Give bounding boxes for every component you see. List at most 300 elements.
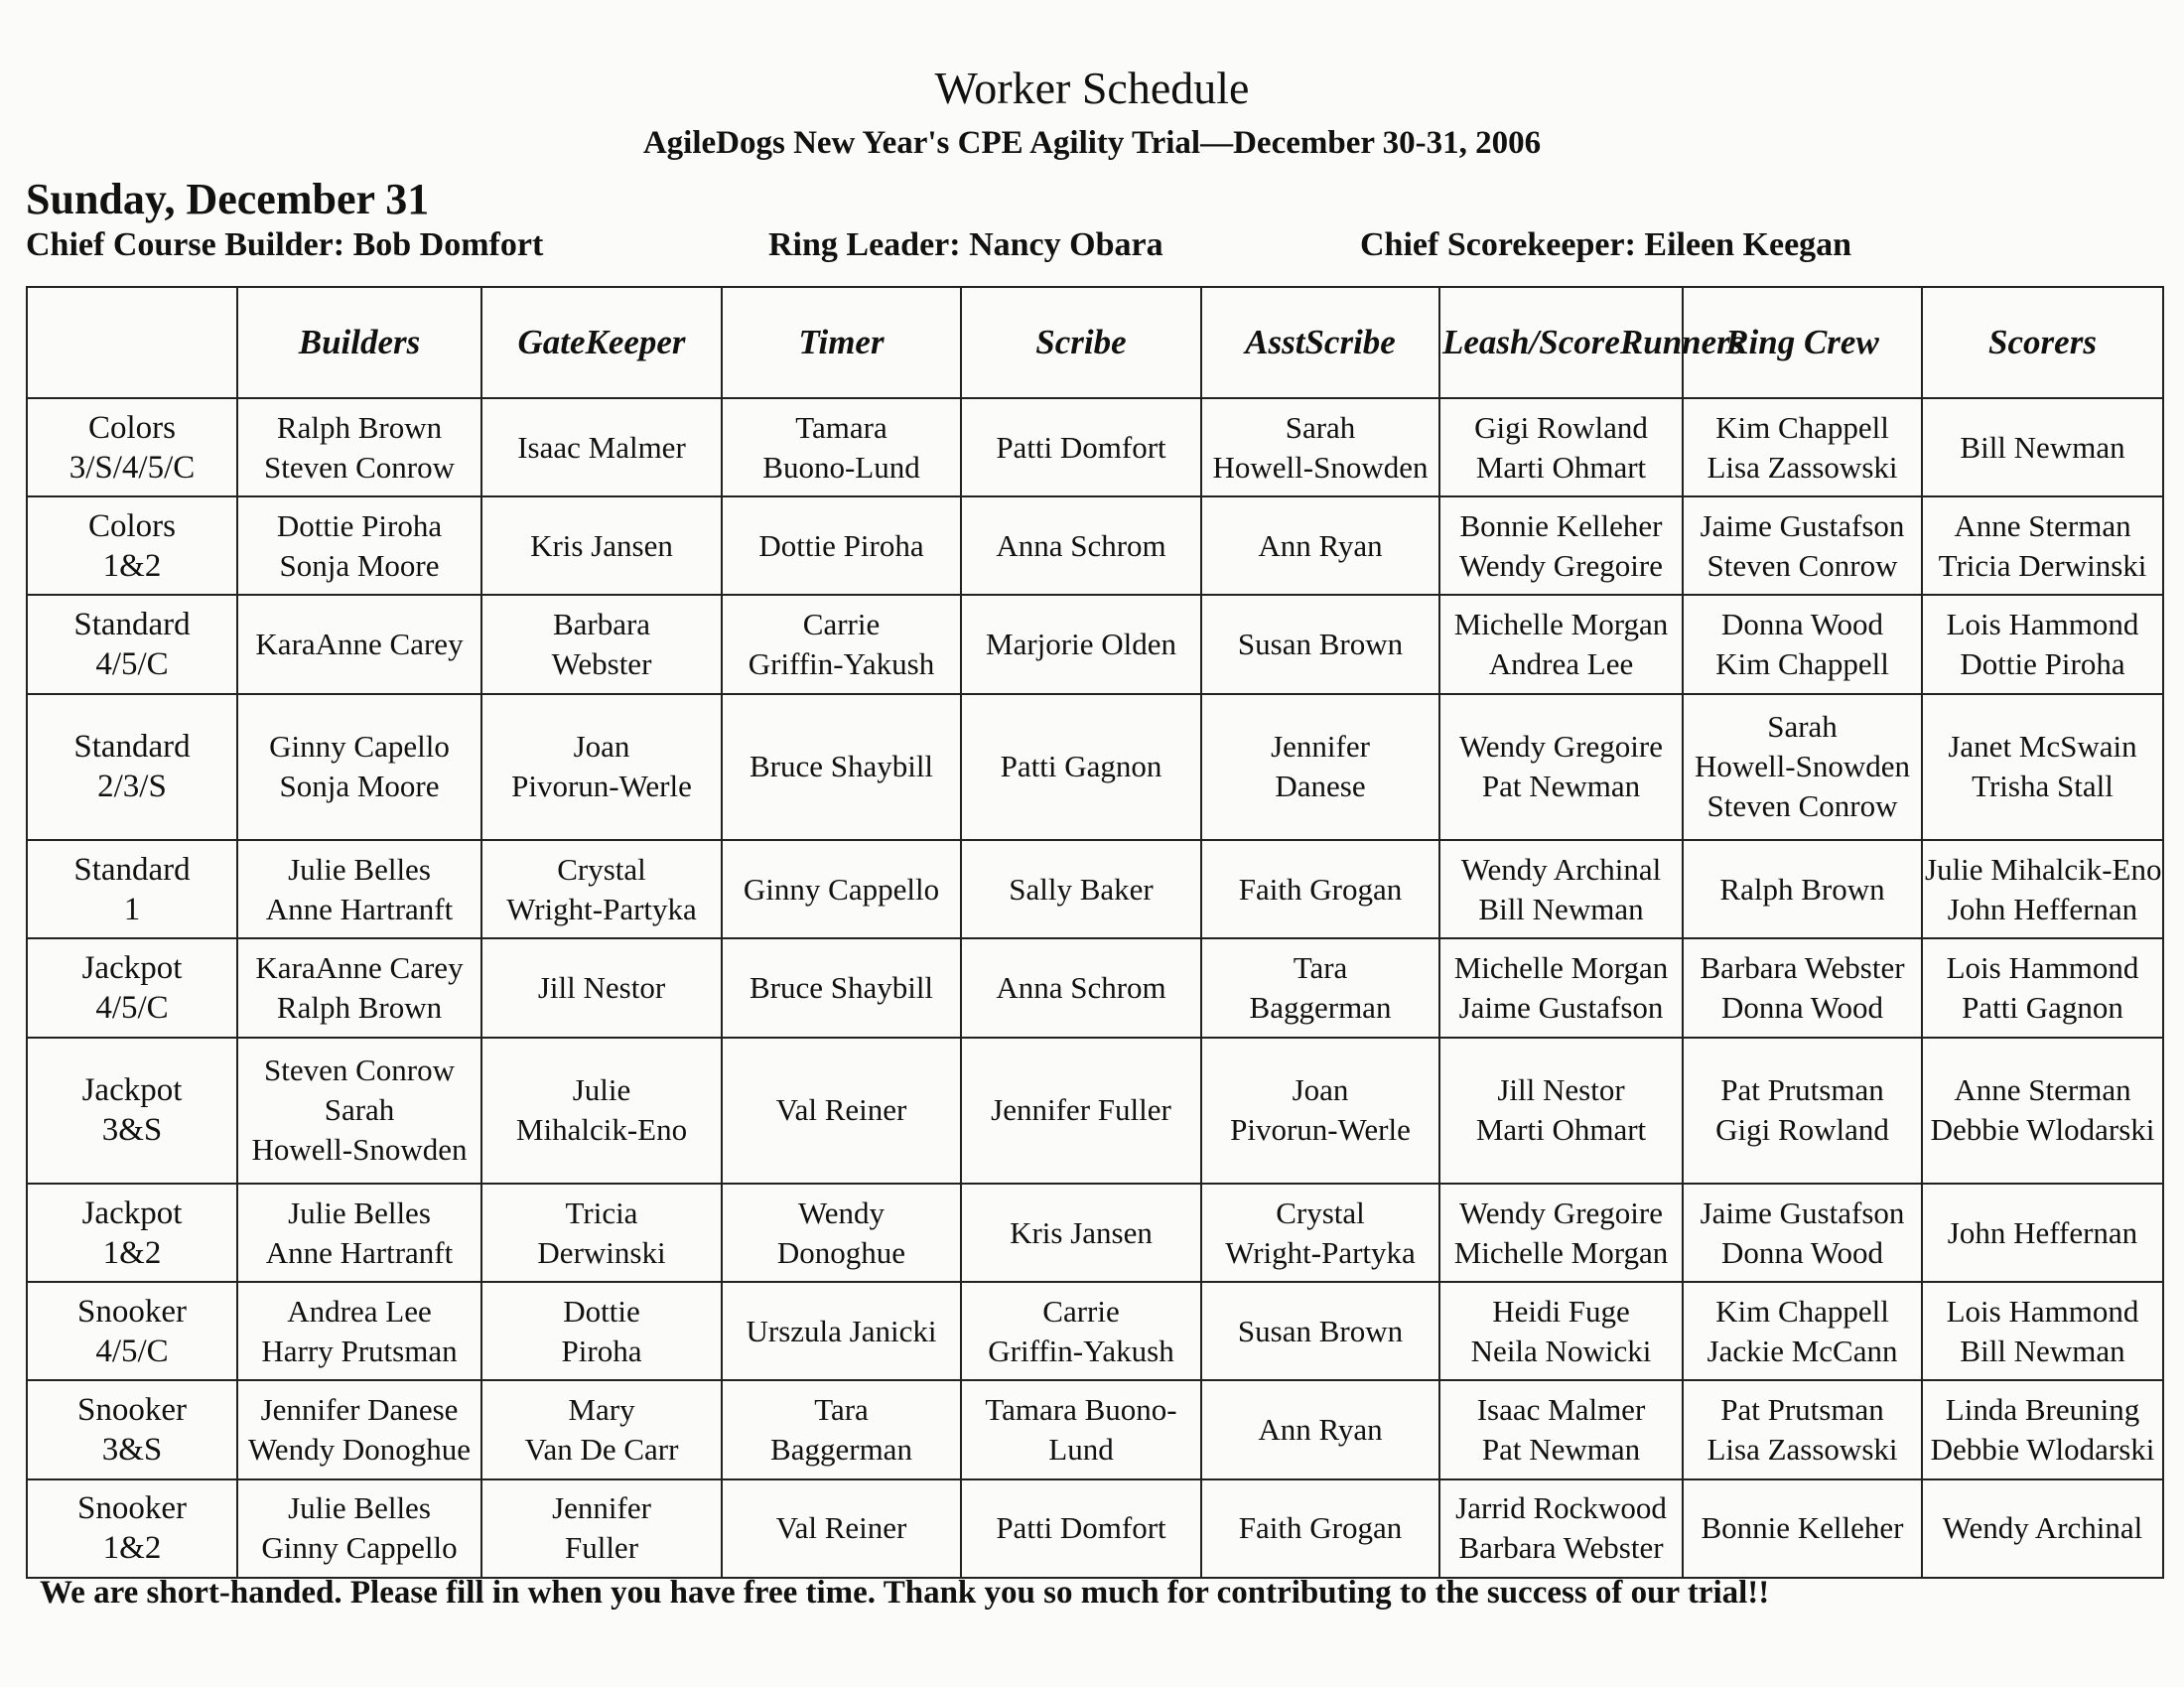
worker-name: Bruce Shaybill: [749, 969, 934, 1005]
worker-cell: [1201, 694, 1439, 841]
worker-name: Danese: [1275, 769, 1366, 804]
table-row: [27, 840, 2163, 938]
worker-cell: [722, 496, 961, 595]
worker-cell: [961, 1479, 1201, 1578]
worker-name: Anna Schrom: [996, 527, 1166, 563]
column-header-text: Keeper: [585, 323, 686, 361]
worker-name: John Heffernan: [1947, 891, 2138, 926]
class-name-text: 3&S: [101, 1432, 163, 1469]
worker-cell: [1683, 1282, 1922, 1380]
class-name-text: Jackpot: [81, 1072, 183, 1109]
worker-cell: [237, 1479, 481, 1578]
worker-name: Michelle Morgan: [1453, 949, 1669, 985]
worker-cell: [1922, 595, 2163, 693]
worker-name: Barbara: [552, 606, 651, 641]
column-header: [1201, 287, 1439, 398]
class-name-cell: [27, 496, 237, 595]
class-name-text: Jackpot: [81, 1195, 183, 1231]
class-name-text: 3&S: [101, 1112, 163, 1149]
column-header-text: Timer: [798, 323, 885, 361]
class-name-text: 1&2: [102, 1530, 162, 1567]
worker-cell: [1201, 1184, 1439, 1282]
worker-name: KaraAnne Carey: [255, 626, 464, 661]
column-header-text: Runners: [1619, 323, 1744, 361]
worker-name: Lois Hammond: [1946, 606, 2139, 641]
worker-cell: [1439, 1380, 1683, 1478]
worker-name: Wendy Archinal: [1460, 851, 1662, 887]
worker-cell: [237, 840, 481, 938]
worker-name: Patti Domfort: [996, 1510, 1166, 1546]
table-row: [27, 398, 2163, 496]
worker-cell: [961, 398, 1201, 496]
page-subtitle: AgileDogs New Year's CPE Agility Trial—December 30-31, 2006: [642, 125, 1542, 161]
worker-name: Bill Newman: [1478, 891, 1644, 926]
worker-name: Donna Wood: [1720, 989, 1884, 1025]
worker-name: Ginny Cappello: [743, 871, 940, 907]
worker-cell: [1201, 1380, 1439, 1478]
worker-name: Julie Mihalcik-Eno: [1925, 851, 2162, 887]
worker-name: Sonja Moore: [279, 769, 440, 804]
worker-name: Jarrid Rockwood: [1455, 1490, 1667, 1526]
worker-name: Van De Carr: [524, 1432, 679, 1468]
worker-cell: [1439, 1184, 1683, 1282]
worker-name: Faith Grogan: [1238, 1510, 1403, 1546]
worker-name: Val Reiner: [775, 1092, 907, 1128]
worker-name: Derwinski: [537, 1234, 666, 1270]
worker-cell: [1922, 694, 2163, 841]
worker-cell: [961, 694, 1201, 841]
worker-name: Crystal: [557, 851, 646, 887]
worker-name: Tamara: [795, 409, 887, 445]
worker-name: Howell-Snowden: [1212, 449, 1429, 485]
worker-name: Jackie McCann: [1706, 1333, 1898, 1368]
column-header: [1439, 287, 1744, 398]
table-row: [27, 1282, 2163, 1380]
class-name-text: Standard: [73, 729, 191, 766]
class-name-text: Colors: [87, 507, 176, 544]
table-row: [27, 938, 2163, 1037]
worker-name: Julie Belles: [288, 1195, 431, 1230]
column-header-text: Ring Crew: [1725, 323, 1879, 361]
worker-cell: [1683, 398, 1922, 496]
column-header-text: Builders: [298, 323, 421, 361]
worker-name: Bonnie Kelleher: [1701, 1510, 1904, 1546]
class-name-text: Jackpot: [81, 949, 183, 986]
worker-name: Kris Jansen: [530, 527, 673, 563]
worker-cell: [1683, 1038, 1922, 1185]
worker-name: Lisa Zassowski: [1706, 449, 1898, 485]
class-name-cell: [27, 1184, 237, 1282]
worker-name: Janet McSwain: [1948, 729, 2137, 765]
table-row: [27, 1038, 2163, 1185]
worker-cell: [237, 595, 481, 693]
worker-cell: [961, 1282, 1201, 1380]
table-row: [27, 1380, 2163, 1478]
worker-name: Val Reiner: [775, 1510, 907, 1546]
worker-name: Dottie Piroha: [1960, 645, 2125, 681]
worker-cell: [1201, 595, 1439, 693]
worker-name: Susan Brown: [1237, 626, 1404, 661]
worker-cell: [1683, 595, 1922, 693]
class-name-text: 3/S/4/5/C: [68, 449, 196, 486]
column-header: [1922, 287, 2163, 398]
worker-cell: [722, 1380, 961, 1478]
worker-name: Sarah: [1285, 409, 1356, 445]
column-header-text: Leash/Score: [1442, 323, 1620, 361]
worker-name: Isaac Malmer: [517, 429, 686, 465]
worker-name: Jaime Gustafson: [1458, 989, 1664, 1025]
class-name-text: 1: [123, 891, 141, 927]
worker-name: Patti Gagnon: [1962, 989, 2123, 1025]
worker-cell: [722, 595, 961, 693]
worker-cell: [1683, 694, 1922, 841]
worker-name: Kim Chappell: [1715, 409, 1889, 445]
day-heading: Sunday, December 31: [26, 175, 430, 223]
worker-cell: [1683, 1184, 1922, 1282]
worker-cell: [1201, 840, 1439, 938]
worker-name: Julie Belles: [288, 1490, 431, 1526]
worker-cell: [237, 1038, 481, 1185]
class-name-cell: [27, 595, 237, 693]
worker-cell: [961, 1380, 1201, 1478]
schedule-table: [26, 286, 2164, 1579]
worker-name: Jennifer: [552, 1490, 651, 1526]
worker-cell: [722, 938, 961, 1037]
worker-name: Sarah: [1767, 709, 1838, 745]
class-name-text: Standard: [73, 606, 191, 642]
worker-name: Julie Belles: [288, 851, 431, 887]
worker-cell: [237, 694, 481, 841]
worker-name: Jennifer Fuller: [991, 1092, 1171, 1128]
worker-name: Wendy Donoghue: [248, 1432, 471, 1468]
worker-cell: [961, 1038, 1201, 1185]
worker-name: Dottie Piroha: [276, 507, 443, 543]
worker-name: Bill Newman: [1960, 429, 2125, 465]
class-name-text: 4/5/C: [95, 645, 169, 682]
worker-name: Debbie Wlodarski: [1930, 1432, 2155, 1468]
worker-name: Howell-Snowden: [251, 1132, 468, 1168]
column-header: [237, 287, 481, 398]
worker-cell: [722, 1038, 961, 1185]
table-row: [27, 496, 2163, 595]
worker-cell: [237, 398, 481, 496]
worker-name: Lisa Zassowski: [1706, 1432, 1898, 1468]
worker-name: Barbara Webster: [1700, 949, 1905, 985]
worker-cell: [1201, 938, 1439, 1037]
worker-name: Urszula Janicki: [746, 1313, 937, 1348]
worker-name: Jaime Gustafson: [1700, 507, 1905, 543]
class-name-cell: [27, 398, 237, 496]
worker-name: Barbara Webster: [1458, 1530, 1664, 1566]
worker-cell: [1201, 1479, 1439, 1578]
worker-name: Ann Ryan: [1258, 527, 1383, 563]
column-header-text: Asst: [1245, 323, 1305, 361]
footer-note: We are short-handed. Please fill in when you have free time. Thank you so much for contributing to the success of our trial!!: [40, 1575, 1770, 1611]
worker-name: Anne Sterman: [1954, 1072, 2131, 1108]
class-name-cell: [27, 938, 237, 1037]
worker-name: Griffin-Yakush: [988, 1333, 1174, 1368]
worker-cell: [481, 398, 722, 496]
class-name-cell: [27, 1282, 237, 1380]
worker-name: Carrie: [802, 606, 881, 641]
worker-name: Steven Conrow: [263, 449, 455, 485]
class-name-text: Snooker: [77, 1392, 187, 1429]
worker-name: Jennifer: [1271, 729, 1370, 765]
worker-name: Gigi Rowland: [1715, 1112, 1889, 1148]
worker-name: Ralph Brown: [276, 409, 443, 445]
worker-name: Pat Prutsman: [1720, 1072, 1884, 1108]
worker-name: Michelle Morgan: [1453, 1234, 1669, 1270]
worker-cell: [1439, 694, 1683, 841]
class-name-text: Snooker: [77, 1490, 187, 1527]
worker-name: John Heffernan: [1947, 1214, 2138, 1250]
worker-name: Heidi Fuge: [1492, 1293, 1630, 1329]
table-row: [27, 1184, 2163, 1282]
worker-name: Lois Hammond: [1946, 1293, 2139, 1329]
column-header: [961, 287, 1201, 398]
column-header-text: Scribe: [1035, 323, 1127, 361]
worker-name: Gigi Rowland: [1474, 409, 1648, 445]
worker-cell: [1683, 1380, 1922, 1478]
worker-name: Sonja Moore: [279, 547, 440, 583]
worker-name: Pat Newman: [1481, 1432, 1641, 1468]
worker-cell: [481, 840, 722, 938]
worker-name: Anne Sterman: [1954, 507, 2131, 543]
worker-name: Marti Ohmart: [1475, 1112, 1647, 1148]
worker-name: Wright-Partyka: [1225, 1234, 1416, 1270]
worker-name: Jill Nestor: [1497, 1072, 1625, 1108]
worker-cell: [722, 1479, 961, 1578]
worker-name: Crystal: [1276, 1195, 1365, 1230]
table-row: [27, 595, 2163, 693]
worker-cell: [481, 938, 722, 1037]
worker-cell: [481, 694, 722, 841]
class-name-cell: [27, 1380, 237, 1478]
worker-name: Michelle Morgan: [1453, 606, 1669, 641]
worker-cell: [481, 1282, 722, 1380]
worker-name: Harry Prutsman: [261, 1333, 458, 1368]
worker-name: Wendy Gregoire: [1459, 547, 1663, 583]
worker-name: Trisha Stall: [1972, 769, 2114, 804]
worker-cell: [1683, 840, 1922, 938]
worker-cell: [1922, 1184, 2163, 1282]
column-header: [722, 287, 961, 398]
worker-name: Kim Chappell: [1715, 645, 1889, 681]
worker-cell: [1439, 1282, 1683, 1380]
worker-cell: [481, 1038, 722, 1185]
worker-cell: [237, 1380, 481, 1478]
class-name-text: 1&2: [102, 547, 162, 584]
worker-name: Webster: [551, 645, 652, 681]
worker-name: Faith Grogan: [1238, 871, 1403, 907]
worker-cell: [237, 496, 481, 595]
worker-name: Susan Brown: [1237, 1313, 1404, 1348]
column-header-class: [27, 287, 237, 398]
worker-name: Baggerman: [770, 1432, 912, 1468]
worker-cell: [1922, 840, 2163, 938]
worker-name: Buono-Lund: [762, 449, 920, 485]
worker-name: Howell-Snowden: [1695, 749, 1910, 784]
worker-cell: [1683, 938, 1922, 1037]
worker-name: Kris Jansen: [1010, 1214, 1153, 1250]
worker-cell: [1683, 496, 1922, 595]
worker-name: Carrie: [1042, 1293, 1120, 1329]
worker-name: Pat Newman: [1481, 769, 1641, 804]
worker-name: Wendy Archinal: [1942, 1510, 2143, 1546]
worker-name: Patti Domfort: [996, 429, 1166, 465]
worker-name: Steven Conrow: [263, 1053, 455, 1088]
worker-cell: [481, 1380, 722, 1478]
class-name-text: 2/3/S: [97, 769, 167, 805]
worker-name: Ralph Brown: [276, 989, 443, 1025]
worker-name: Kim Chappell: [1715, 1293, 1889, 1329]
worker-name: Wendy Gregoire: [1459, 729, 1663, 765]
worker-cell: [1201, 1282, 1439, 1380]
worker-name: Anne Hartranft: [265, 891, 454, 926]
class-name-text: Snooker: [77, 1293, 187, 1330]
worker-name: Wendy: [797, 1195, 886, 1230]
worker-name: Andrea Lee: [287, 1293, 432, 1329]
worker-cell: [722, 694, 961, 841]
worker-name: Tricia: [565, 1195, 638, 1230]
worker-cell: [722, 1282, 961, 1380]
class-name-cell: [27, 840, 237, 938]
worker-cell: [1922, 398, 2163, 496]
worker-cell: [1922, 1380, 2163, 1478]
worker-name: Marti Ohmart: [1475, 449, 1647, 485]
worker-cell: [1683, 1479, 1922, 1578]
worker-name: Joan: [573, 729, 630, 765]
worker-cell: [1201, 398, 1439, 496]
worker-cell: [237, 1184, 481, 1282]
ring-leader: Ring Leader: Nancy Obara: [768, 226, 1163, 263]
worker-name: Donoghue: [776, 1234, 906, 1270]
worker-cell: [481, 595, 722, 693]
worker-name: Jill Nestor: [537, 969, 666, 1005]
worker-name: Dottie: [563, 1293, 640, 1329]
worker-name: Ginny Cappello: [261, 1530, 458, 1566]
worker-name: Mary: [568, 1392, 635, 1428]
worker-cell: [1201, 1038, 1439, 1185]
worker-name: Fuller: [564, 1530, 639, 1566]
class-name-text: 4/5/C: [95, 1333, 169, 1369]
worker-name: Tara: [814, 1392, 869, 1428]
class-name-text: 4/5/C: [95, 989, 169, 1026]
worker-name: Anna Schrom: [996, 969, 1166, 1005]
page-title: Worker Schedule: [934, 63, 1250, 113]
worker-cell: [1439, 1038, 1683, 1185]
worker-name: Neila Nowicki: [1470, 1333, 1652, 1368]
worker-cell: [961, 496, 1201, 595]
worker-name: Mihalcik-Eno: [515, 1112, 688, 1148]
worker-cell: [961, 595, 1201, 693]
worker-name: Linda Breuning: [1945, 1392, 2140, 1428]
worker-cell: [1439, 938, 1683, 1037]
worker-name: Wendy Gregoire: [1459, 1195, 1663, 1230]
worker-name: Isaac Malmer: [1476, 1392, 1646, 1428]
worker-name: Dottie Piroha: [758, 527, 924, 563]
worker-cell: [722, 398, 961, 496]
class-name-text: 1&2: [102, 1234, 162, 1271]
worker-cell: [481, 1184, 722, 1282]
worker-name: Wright-Partyka: [506, 891, 697, 926]
worker-name: Bruce Shaybill: [749, 749, 934, 784]
worker-name: Ann Ryan: [1258, 1412, 1383, 1448]
worker-cell: [1439, 1479, 1683, 1578]
worker-name: Pivorun-Werle: [1230, 1112, 1411, 1148]
worker-name: Lois Hammond: [1946, 949, 2139, 985]
worker-cell: [961, 938, 1201, 1037]
worker-cell: [1922, 1282, 2163, 1380]
worker-cell: [237, 1282, 481, 1380]
worker-name: Lund: [1048, 1432, 1114, 1468]
worker-name: Pat Prutsman: [1720, 1392, 1884, 1428]
worker-name: Anne Hartranft: [265, 1234, 454, 1270]
worker-name: Steven Conrow: [1706, 788, 1898, 824]
worker-name: Marjorie Olden: [986, 626, 1176, 661]
worker-name: Baggerman: [1249, 989, 1392, 1025]
worker-name: Griffin-Yakush: [748, 645, 935, 681]
worker-name: Donna Wood: [1720, 1234, 1884, 1270]
worker-name: Tara: [1293, 949, 1348, 985]
worker-cell: [1201, 496, 1439, 595]
table-row: [27, 694, 2163, 841]
chief-scorekeeper: Chief Scorekeeper: Eileen Keegan: [1360, 226, 1852, 263]
worker-cell: [237, 938, 481, 1037]
worker-cell: [1922, 938, 2163, 1037]
worker-cell: [1439, 595, 1683, 693]
worker-name: Jaime Gustafson: [1700, 1195, 1905, 1230]
worker-name: Andrea Lee: [1488, 645, 1634, 681]
column-header: [481, 287, 722, 398]
worker-name: Joan: [1292, 1072, 1349, 1108]
officials-line: [26, 222, 2160, 268]
worker-name: KaraAnne Carey: [255, 949, 464, 985]
worker-name: Ginny Capello: [269, 729, 450, 765]
class-name-text: Colors: [87, 409, 176, 446]
worker-cell: [1439, 398, 1683, 496]
worker-cell: [961, 840, 1201, 938]
chief-course-builder: Chief Course Builder: Bob Domfort: [26, 226, 544, 263]
worker-name: Tricia Derwinski: [1938, 547, 2147, 583]
class-name-cell: [27, 1038, 237, 1185]
class-name-cell: [27, 694, 237, 841]
worker-name: Patti Gagnon: [1000, 749, 1162, 784]
worker-name: Bill Newman: [1960, 1333, 2125, 1368]
class-name-text: Standard: [73, 851, 191, 888]
column-header-text: Scribe: [1304, 323, 1396, 361]
class-name-cell: [27, 1479, 237, 1578]
worker-name: Donna Wood: [1720, 606, 1884, 641]
worker-name: Tamara Buono-: [985, 1392, 1177, 1428]
table-row: [27, 1479, 2163, 1578]
worker-name: Julie: [572, 1072, 631, 1108]
worker-cell: [481, 496, 722, 595]
worker-cell: [722, 1184, 961, 1282]
worker-cell: [1922, 496, 2163, 595]
worker-name: Sally Baker: [1009, 871, 1154, 907]
column-header-text: Gate: [517, 323, 586, 361]
header-row: [27, 287, 2163, 398]
worker-cell: [1439, 840, 1683, 938]
worker-name: Debbie Wlodarski: [1930, 1112, 2155, 1148]
worker-name: Jennifer Danese: [260, 1392, 459, 1428]
worker-cell: [1922, 1479, 2163, 1578]
worker-name: Sarah: [324, 1092, 395, 1128]
worker-name: Ralph Brown: [1719, 871, 1885, 907]
worker-name: Bonnie Kelleher: [1459, 507, 1663, 543]
worker-cell: [481, 1479, 722, 1578]
